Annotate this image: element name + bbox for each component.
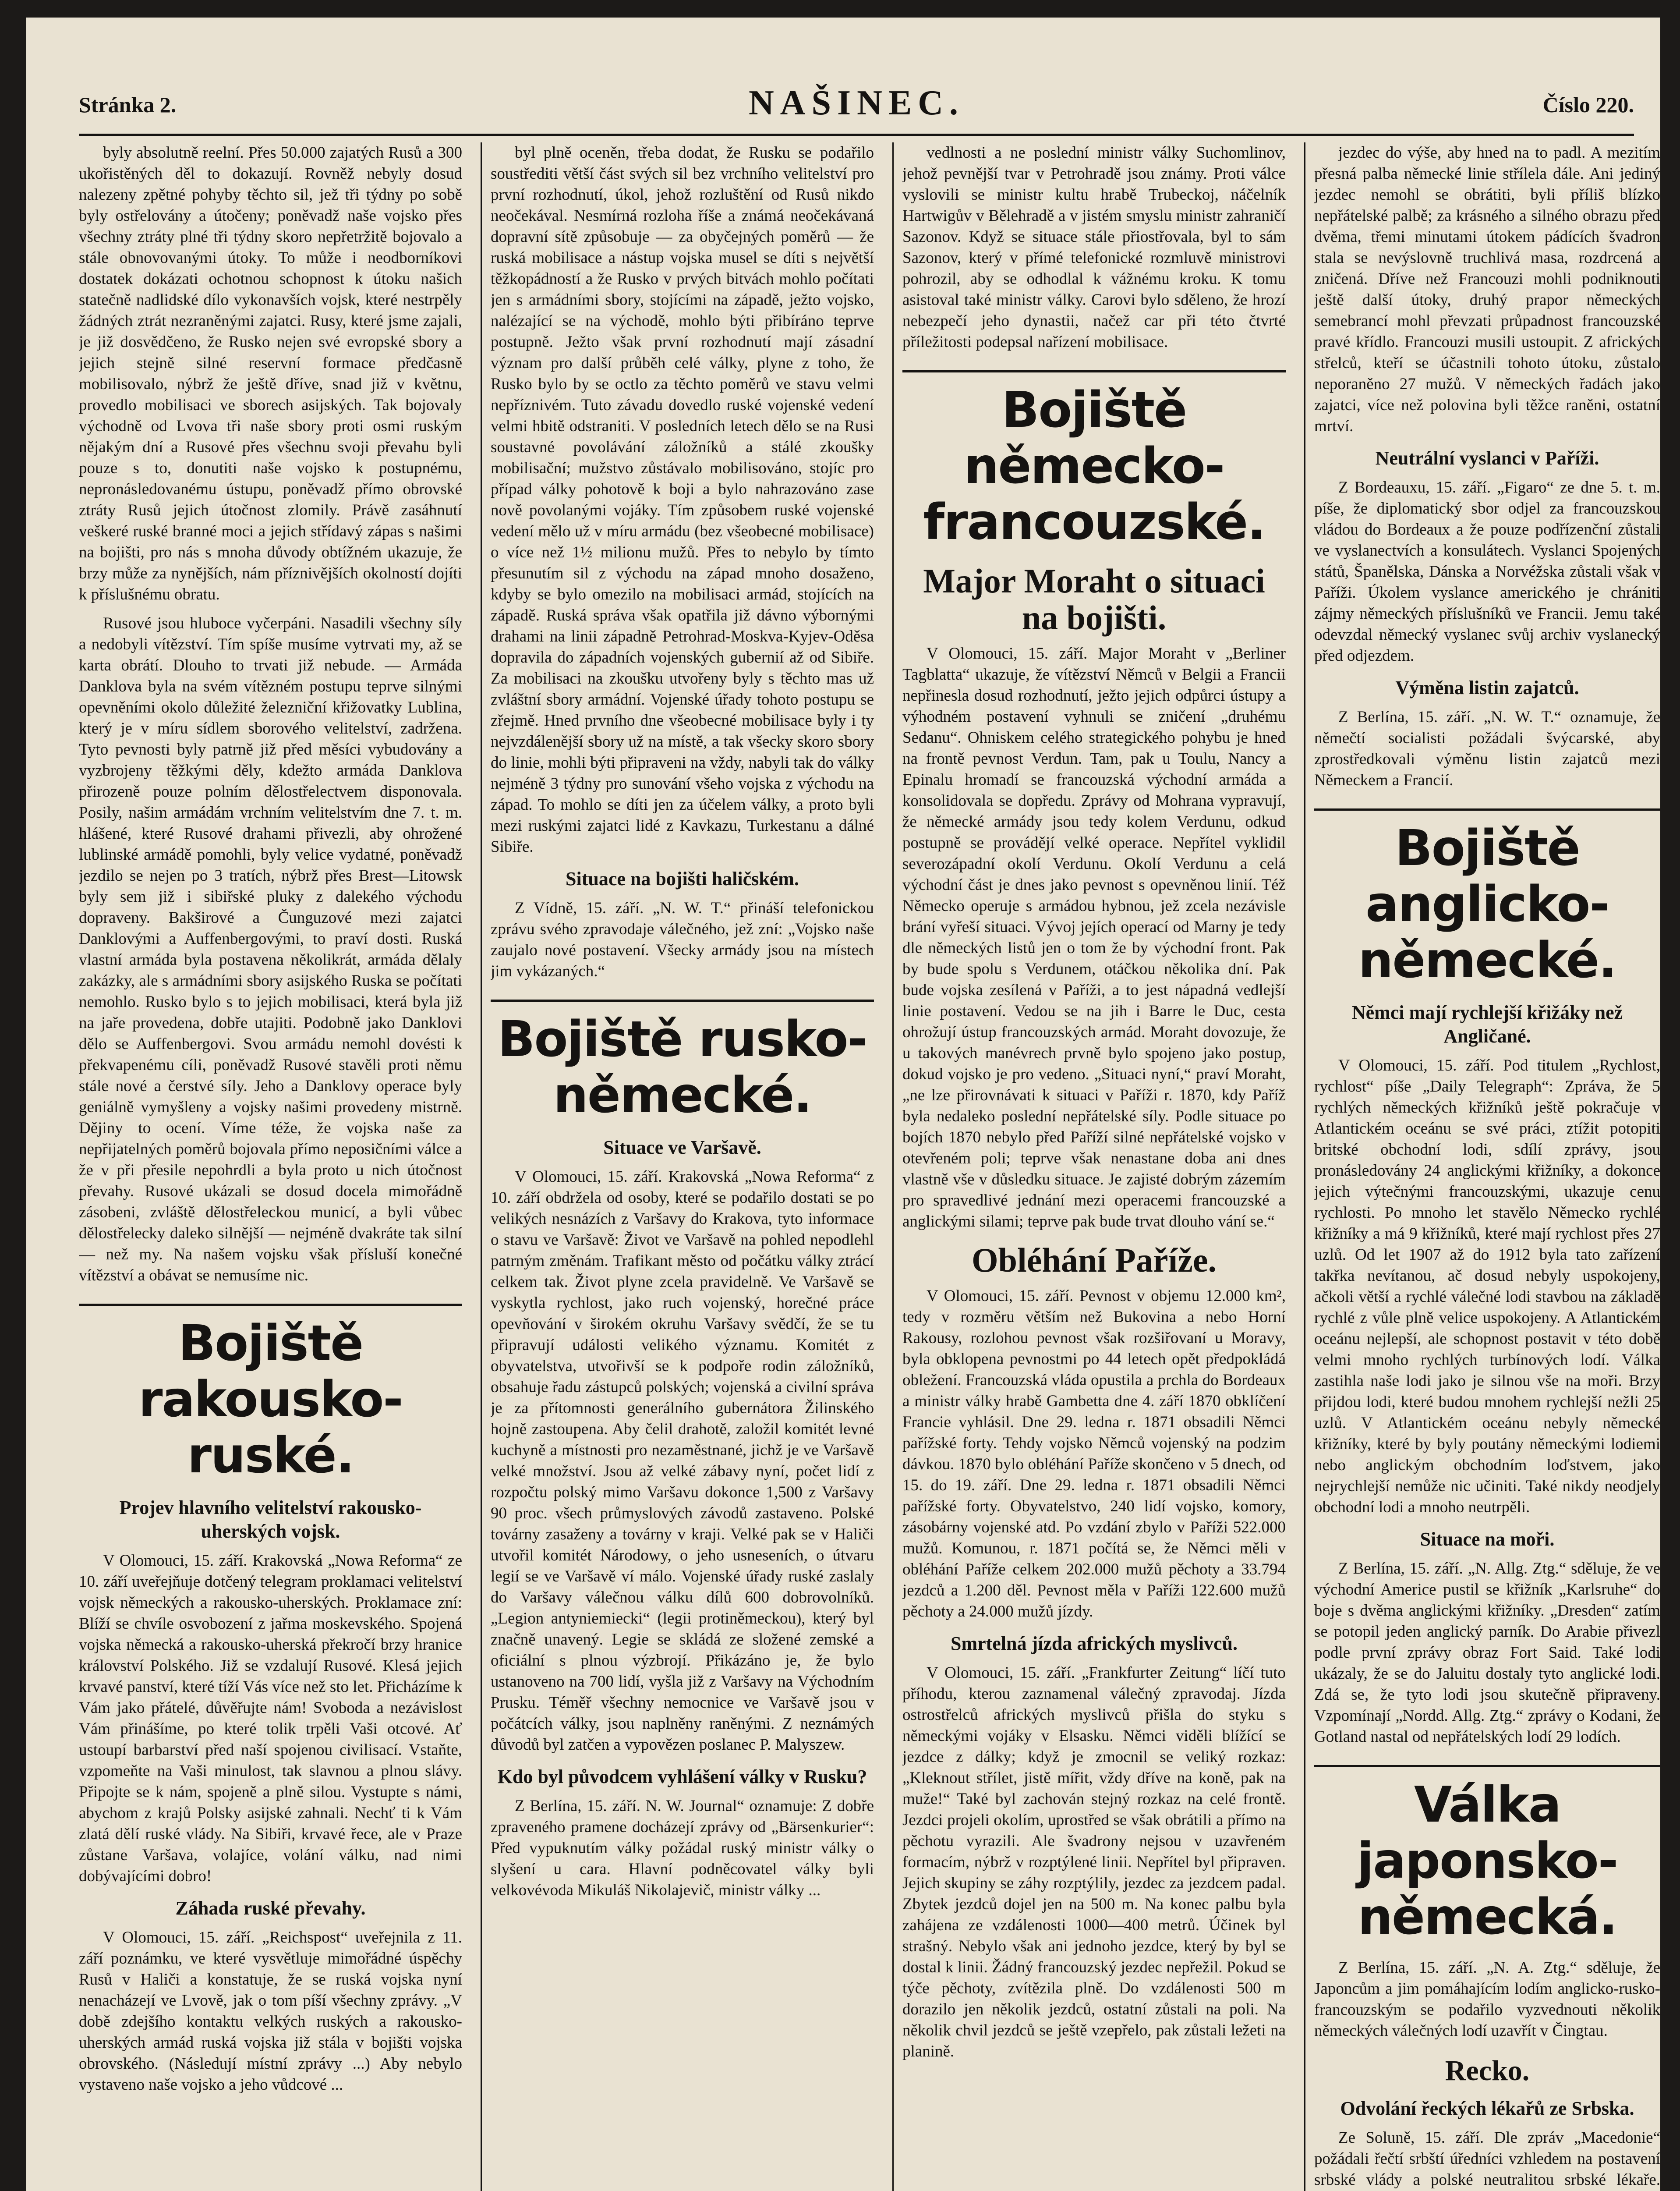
- column-divider: [892, 142, 894, 2191]
- article-subheading: Neutrální vyslanci v Paříži.: [1375, 447, 1599, 469]
- column-3: [902, 142, 1286, 2191]
- column-4: [1314, 142, 1660, 2191]
- column-2: [491, 142, 874, 2191]
- header-rule: [79, 134, 1634, 136]
- article-paragraph: byly absolutně reelní. Přes 50.000 zajatých Rusů a 300 ukořistěných děl to dokazují. Rovněž nebyly dosud nalezeny zpětné pohyby těchto sil, jež tři týdny po sobě byly ostřelovány a útočeny; poněvadž naše vojsko přes všechny ztráty plné tři týdny skoro nepřetržitě bojovalo a stále obnovovanými útoky. To může i neodborníkovi dostatek dokázati ochotnou schopnost k útoku našich statečně nadlidské dílo vykonavších vojsk, které nestrpěly žádných ztrát nezraněnými zajatci. Rusy, které jsme zajali, je již dosvědčeno, že Rusko nejen své evropské sbory a jejich stejně silné reservní formace předčasně mobilisovalo, nýbrž že ještě dříve, snad již v květnu, provedlo mobilisaci ve sborech asijských. Tak bojovaly východně od Lvova tři naše sbory proti osmi ruským nějakým dní a Rusové přes všechnu svoji převahu byli pouze s to, donutiti naše vojsko k postupnému, nepronásledovanému ústupu, poněvadž přímo obrovské ztráty Rusů jejich útočnost zlomily. Právě zasáhnutí veškeré ruské branné moci a jejich střídavý zápas s našimi na bojišti, pro nás s mnoha důvody obtížném ukazuje, že brzy může za nynějších, nám příznivějších okolností dojíti k příslušnému obratu.: [79, 144, 462, 603]
- section-heading: Bojiště anglicko-německé.: [1314, 808, 1660, 989]
- column-divider: [481, 142, 482, 2191]
- section-heading: Bojiště rusko-německé.: [491, 1000, 874, 1124]
- article-paragraph: Z Vídně, 15. září. „N. W. T.“ přináší telefonickou zprávu svého zpravodaje válečného, jež zní: „Vojsko naše zaujalo nové postavení. Všecky armády jsou na místech jim vykázaných.“: [491, 899, 874, 980]
- column-divider: [1304, 142, 1305, 2191]
- article-paragraph: V Olomouci, 15. září. „Reichspost“ uveřejnila z 11. září poznámku, ve které vysvětluje mimořádné úspěchy Rusů v Haliči a konstatuje, že se ruská vojska nyní nenacházejí ve Lvově, jak o tom píší všechny zprávy. „V době zdejšího kontaktu velkých ruských a rakousko-uherských armád ruská vojska již stála v bojišti vojska obrovského. (Následují místní zprávy ...) Aby nebylo vystaveno naše vojsko a jeho vůdcové ...: [79, 1929, 462, 2094]
- article-paragraph: Z Berlína, 15. září. „N. W. T.“ oznamuje, že němečtí socialisti požádali švýcarské, aby zprostředkovali výměnu listin zajatců mezi Německem a Francií.: [1314, 708, 1660, 789]
- article-paragraph: jezdec do výše, aby hned na to padl. A mezitím přesná palba německé linie střílela dále. Ani jediný jezdec nemohl se obrátiti, byli příliš blízko nepřátelské palbě; za krásného a silného obrazu před dvěma, třemi minutami útokem pádících švadron stala se nevýslovně truchlivá masa, rozdrcená a zničená. Dříve než Francouzi mohli podniknouti ještě další útoky, druhý prapor německých semebrancí mohl převzati průpadnost francouzské pravé křídlo. Francouzi musili ustoupit. Z afrických střelců, kteří se účastnili tohoto útoku, zůstalo neporaněno 27 mužů. V německých řadách jako zajatci, více než polovina byli těžce raněni, ostatní mrtví.: [1314, 144, 1660, 435]
- article-subheading: Odvolání řeckých lékařů ze Srbska.: [1340, 2098, 1634, 2119]
- article-paragraph: Z Berlína, 15. září. N. W. Journal“ oznamuje: Z dobře zpraveného pramene docházejí zprávy od „Bärsenkurier“: Před vypuknutím války požádal ruský ministr války o slyšení u cara. Hlavní podněcovatel války byli velkovévoda Mikuláš Nikolajevič, ministr války ...: [491, 1797, 874, 1899]
- article-paragraph: Rusové jsou hluboce vyčerpáni. Nasadili všechny síly a nedobyli vítězství. Tím spíše musíme vytrvati my, až se karta obrátí. Dlouho to trvati již nebude. — Armáda Danklova byla na svém vítězném postupu teprve silnými opevněními okolo důležité železniční křižovatky Lublina, který je v míru sídlem sborového velitelství, zadržena. Tyto pevnosti byly patrně již před měsíci vybudovány a vyzbrojeny těžkými děly, kdežto armáda Danklova přirozeně pouze polním dělostřelectvem disponovala. Posily, našim armádám vrchním velitelstvím dne 7. t. m. hlášené, které Rusové drahami přivezli, aby ohrožené lublinské armádě pomohli, byly velice vydatné, poněvadž jezdilo se nejen po 3 tratích, nýbrž přes Brest—Litowsk byly sem již i sibiřské pluky z dalekého východu dopraveny. Bakširové a Čunguzové mezi zajatci Danklovými a Auffenbergovými, to praví dosti. Ruská vlastní armáda byla postavena několikrát, armáda dělaly zakázky, ale s armádními sbory asijského Ruska se počítati nemohlo. Rusko bylo s to jejich mobilisaci, která byla již na jaře provedena, dobře utajiti. Podobně jako Danklovi dělo se Auffenbergovi. Svou armádu nemohl dovésti k překvapenému cíli, poněvadž Rusové stavěli proti němu stále nové a čerstvé síly. Jeho a Danklovy operace byly geniálně vymyšleny a vojsky našimi provedeny mistrně. Dějiny to ocení. Víme téže, že vojska naše za nepřijatelných poměrů bojovala přímo neposičními válce a že v při přesile nepohrdli a byla proto u nich útočnost převahy. Rusové ukázali se dosud docela mimořádně zásobeni, zvláště dělostřeleckou municí, a byli vůbec dělostřelecky daleko silnější — nejméně dvakráte tak silní — než my. Na našem vojsku však přísluší konečné vítězství a obávat se nemusíme nic.: [79, 614, 462, 1284]
- page-number-label: Stránka 2.: [79, 92, 177, 117]
- article-paragraph: vedlnosti a ne poslední ministr války Suchomlinov, jehož pevnější tvar v Petrohradě jsou známy. Proti válce vyslovili se ministr kultu hrabě Trubeckoj, náčelník Hartwigův v Bělehradě a v jistém smyslu ministr zahraničí Sazonov. Když se situace stále přiostřovala, byl to sám Sazonov, který v přímé telefonické rozmluvě ministrovi pohrozil, aby se odhodlal k vážnému kroku. K tomu asistoval také ministr války. Carovi bylo sděleno, že hrozí nebezpečí jeho dynastii, načež car při této čtvrté příležitosti podepsal nařízení mobilisace.: [902, 144, 1286, 351]
- article-paragraph: byl plně oceněn, třeba dodat, že Rusku se podařilo soustřediti větší část svých sil bez vrchního velitelství pro první rozhodnutí, úkol, jehož rozluštění od Rusů nikdo neočekával. Nesmírná rozloha říše a známá neočekávaná dopravní sítě způsobuje — za obyčejných poměrů — že ruská mobilisace a nástup vojska musel se díti s největší těžkopádností a že Rusko v prvých bitvách mohlo počítati jen s armádními sbory, stojícími na západě, ježto vojsko, nalézající se na východě, mohlo býti přibíráno teprve postupně. Ježto však první rozhodnutí mají zásadní význam pro další průběh celé války, plyne z toho, že Rusko bylo by se octlo za těchto poměrů ve stavu velmi nepříznivém. Tuto závadu dovedlo ruské vojenské vedení velmi hbitě odstraniti. V posledních letech dělo se na Rusi soustavné povolávání záložníků a stálé zkoušky mobilisační; mužstvo zůstávalo mobilisováno, stojíc pro případ války pohotově k boji a bylo nahrazováno zase nově povolanými vojáky. Tím způsobem ruské vojenské vedení mělo už v míru armádu (bez všeobecné mobilisace) o více než 1½ milionu mužů. Přes to nebylo by tímto přesunutím sil z východu na západ mnoho dosaženo, kdyby se bylo omezilo na mobilisaci armád, stojících na západě. Ruská správa však opatřila již dávno výbornými drahami na linii západně Petrohrad-Moskva-Kyjev-Oděsa dopravila do západních vojenských gubernií až od Sibiře. Za mobilisaci na zkoušku utvořeny byly s těchto mas už zvláštní sbory armádní. Vojenské úřady tohoto postupu se zřejmě. Hned prvního dne všeobecné mobilisace byly i ty nejvzdálenější sbory už na místě, a tak všecky skoro sbory do linie, mohli býti připraveni na vždy, nabyli tak do války nejméně 3 týdny pro sunování všeho vojska z východu na západ. To mohlo se díti jen za účelem války, a proto byli mezi ruskými zajatci lidé z Kavkazu, Turkestanu a dálné Sibiře.: [491, 144, 874, 856]
- article-subheading: Záhada ruské převahy.: [175, 1897, 366, 1919]
- newspaper-page: [26, 18, 1660, 2191]
- column-1: [79, 142, 462, 2191]
- article-paragraph: Z Bordeauxu, 15. září. „Figaro“ ze dne 5. t. m. píše, že diplomatický sbor odjel za francouzskou vládou do Bordeaux a že pouze podřízenční zůstali ve vyslanectvích a konsulátech. Vyslanci Spojených států, Španělska, Dánska a Norvéžska zůstali však v Paříži. Úkolem vyslance amerického je chrániti zájmy německých příslušníků ve Francii. Jemu také odevzdal německý vyslanec svůj archiv vyslanecký před odjezdem.: [1314, 479, 1660, 665]
- article-paragraph: V Olomouci, 15. září. Pod titulem „Rychlost, rychlost“ píše „Daily Telegraph“: Zpráva, že 5 rychlých německých křižníků ještě pokračuje v Atlantickém oceánu se své práci, ztížit potopiti britské obchodní lodi, sdílí zprávy, jsou pronásledovány 24 anglickými křižníky, a dokonce jejich výtečnými francouzskými, ukazuje cenu rychlosti. Po mnoho let stavělo Německo rychlé křižníky a má 9 křižníků, které mají rychlost přes 27 uzlů. Od let 1907 až do 1912 byla tato zařízení takřka nevítanou, ač dosud nebyly uspokojeny, ačkoli větší a rychlé válečné lodi stavbou na základě rychlé z vůle plně velice uspokojeny. A Atlantickém oceánu nejlepší, ale schopnost postavit v této době velmi mnoho rychlých turbínových lodí. Válka zastihla naše lodi jako je silnou vše na moři. Brzy přijdou lodi, které budou mnohem rychlejší nežli 25 uzlů. V Atlantickém oceánu nebyly německé křižníky, které by byly poutány německými lodiemi nebo anglickým obchodním loďstvem, jako nejrychlejší nemůže nic učiniti. Také nikdy neodjely obchodní lodi a mnoho neutrpěli.: [1314, 1057, 1660, 1516]
- section-heading: Bojiště německo-francouzské.: [902, 370, 1286, 550]
- article-subheading: Němci mají rychlejší křižáky než Angličané.: [1351, 1002, 1623, 1047]
- article-subheading: Výměna listin zajatců.: [1395, 677, 1579, 698]
- page-header: [79, 83, 1634, 136]
- article-paragraph: Z Berlína, 15. září. „N. A. Ztg.“ sděluje, že Japoncům a jim pomáhajícím lodím anglicko-rusko-francouzským se podařilo vyzvednouti několik německých válečných lodí uzavřít v Čingtau.: [1314, 1959, 1660, 2040]
- article-subheading: Projev hlavního velitelství rakousko-uherských vojsk.: [119, 1497, 422, 1542]
- article-subheading: Situace ve Varšavě.: [603, 1137, 761, 1158]
- country-heading: Recko.: [1445, 2055, 1530, 2087]
- article-subheading: Kdo byl původcem vyhlášení války v Rusku?: [497, 1766, 867, 1787]
- section-heading: Válka japonsko-německá.: [1314, 1765, 1660, 1945]
- article-paragraph: Ze Soluně, 15. září. Dle zpráv „Macedonie“ požádali řečtí srbští úředníci vzhledem na postavení srbské vlády a polské neutralitou srbské lékaře.: [1314, 2129, 1660, 2189]
- article-paragraph: V Olomouci, 15. září. Major Moraht v „Berliner Tagblatta“ ukazuje, že vítězství Němců v Belgii a Francii nepřinesla dosud rozhodnutí, ježto jejich odpůrci ústupy a výhodném postavení vyhnuli se zničení „druhému Sedanu“. Ohniskem celého strategického pohybu je hned na frontě pevnost Verdun. Tam, pak u Toulu, Nancy a Epinalu hromadí se francouzská východní armáda a konsolidovala se dopředu. Zprávy od Mohrana vypravují, že německé armády jsou tedy kolem Verdunu, odkud postupně se provádějí velké operace. Nepřítel vyklidil severozápadní okolí Verdunu. Okolí Verdunu a celá východní část je dnes jako pevnost s opevněnou linií. Též Německo operuje s armádou hybnou, jež zcela nezávisle brání vyřeší situaci. Vývoj jejích operací od Marny je tedy dle německých listů jen o tom že by východní front. Pak by bude spolu s Verdunem, otáčkou několika dní. Pak bude vojska zesílená v Paříži, a to jest nápadná vedlejší linie postavení. Vedou se na jih i Barre le Duc, cesta ohrožují ústup francouzských armád. Moraht dovozuje, že u takových manévrech prvně bylo spojeno jako postup, dokud vojsko je pro vedeno. „Situaci nyní,“ praví Moraht, „ne lze přirovnávati k situaci v Paříži r. 1870, kdy Paříž byla nedaleko poslední nepřátelské síly. Podle situace po bojích 1870 nebylo před Paříží silné nepřátelské vojsko v otevřeném poli; teprve však nenastane doba ani dnes vlastně vše v důsledku situace. Je zajisté dobrým zázemím pro spravedlivé jednání mezi operacemi francouzské a anglickými silami; teprve pak bude trvat dlouho vání se.“: [902, 645, 1286, 1230]
- article-paragraph: V Olomouci, 15. září. Krakovská „Nowa Reforma“ ze 10. září uveřejňuje dotčený telegram proklamaci velitelství vojsk německých a rakousko-uherských. Proklamace zní: Blíží se chvíle osvobození z jařma moskevského. Spojená vojska německá a rakousko-uherská překročí brzy hranice království Polského. Již se vzdalují Rusové. Klesá jejich krvavé panství, které tíží Vás více než sto let. Přicházíme k Vám jako přátelé, důvěřujte nám! Svoboda a nezávislost Vám přinášíme, po které tolik trpěli Vaši otcové. Ať ustoupí barbarství před naší spojenou civilisací. Vstaňte, vzpomeňte na Vaši minulost, tak slavnou a plnou slávy. Připojte se k nám, spojeně a plně silou. Vystupte s námi, abychom z krajů Polsky asijské zahnali. Nechť ti k Vám zlatá dělí ruské vlády. Na Sibiři, krvavé řece, ale v Praze zůstane Varšava, volajíce, volání válku, nad nimi dobývajícími dobro!: [79, 1552, 462, 1885]
- article-subheading: Situace na bojišti haličském.: [566, 868, 799, 890]
- article-headline: Major Moraht o situaci na bojišti.: [923, 562, 1265, 637]
- article-paragraph: V Olomouci, 15. září. Pevnost v objemu 12.000 km², tedy v rozměru větším než Bukovina a nebo Horní Rakousy, rozlohou pevnost však rozšiřovaní u Moravy, byla obklopena pevnostmi po 44 letech opět předpokládá obležení. Francouzská vláda opustila a prchla do Bordeaux a ministr války hrabě Gambetta dne 4. září 1870 obklíčení Francie vyhlásil. Dne 29. ledna r. 1871 obsadili Němci pařížské forty. Tehdy vojsko Němců vojenský na podzim dávkou. 1870 bylo obléhání Paříže skončeno v 5 dnech, od 15. do 19. září. Dne 29. ledna r. 1871 obsadili Němci pařížské forty. Obyvatelstvo, 240 lidí vojsko, komory, zásobárny vojenské atd. Po vzdání zbylo v Paříži 522.000 mužů. Komunou, r. 1871 počítá se, že Němci měli v obléhání Paříže celkem 202.000 mužů pěchoty a 33.794 jezdců a 1.200 děl. Pevnost měla v Paříži 122.600 mužů pěchoty a 24.000 mužů jízdy.: [902, 1287, 1286, 1620]
- newspaper-title: NAŠINEC.: [748, 84, 965, 122]
- issue-number: Číslo 220.: [1542, 92, 1634, 117]
- section-heading: Bojiště rakousko-ruské.: [79, 1304, 462, 1484]
- article-subheading: Smrtelná jízda afrických myslivců.: [950, 1633, 1238, 1654]
- article-paragraph: Z Berlína, 15. září. „N. Allg. Ztg.“ sděluje, že ve východní Americe pustil se křižník „Karlsruhe“ do boje s dvěma anglickými křižníky. „Dresden“ zatím se potopil jeden anglický parník. Do Arabie přivezl podle první zprávy obraz Fort Said. Také lodi ukázaly, že se do Jaluitu dostaly tyto anglické lodi. Zdá se, že tyto lodi jsou skutečně připraveny. Vzpomínají „Nordd. Allg. Ztg.“ zprávy o Kodani, že Gotland nastal od nepřátelských lodí 29 lodích.: [1314, 1560, 1660, 1746]
- article-subheading: Situace na moři.: [1420, 1528, 1555, 1550]
- article-headline: Obléhání Paříže.: [972, 1241, 1217, 1279]
- article-paragraph: V Olomouci, 15. září. Krakovská „Nowa Reforma“ z 10. září obdržela od osoby, které se podařilo dostati se po velikých nesnázích z Varšavy do Krakova, tyto informace o stavu ve Varšavě: Život ve Varšavě na pohled nepodlehl patrným změnám. Trafikant město od počátku války ztrácí celkem tak. Život plyne zcela pravidelně. Ve Varšavě se vyskytla rychlost, jako ruch vojenský, horečné práce opevňování v širokém okruhu Varšavy svědčí, že se tu připravují události velikého významu. Komitét z obyvatelstva, utvořivší se k podpoře rodin záložníků, obsahuje řadu zástupců polských; vojenská a civilní správa je za přítomnosti generálního gubernátora Žilinského hojně zastoupena. Aby čelil drahotě, založil komitét levné kuchyně a místnosti pro nezaměstnané, jichž je ve Varšavě velké množství. Jsou až velké zábavy nyní, počet lidí z rozpočtu polský mimo Varšavu dokonce 1,500 z Varšavy 90 proc. všech průmyslových závodů zastaveno. Polské továrny zasaženy a továrny v kraji. Velké pak se v Haliči utvořil komitét Národowy, o jeho usneseních, o útvaru legií se ve Varšavě ví málo. Vojenské úřady ruské zaslaly do Varšavy válečnou válku dílů 600 dobrovolníků. „Legion antyniemiecki“ (legii protiněmeckou), který byl značně unavený. Legie se skládá ze složené zemské a oficiální s plnou výzbrojí. Přikázáno je, že bylo ustanoveno na 700 lidí, vyšla již z Varšavy na Východním Prusku. Téměř všechny nemocnice ve Varšavě jsou v počátcích války, jsou naplněny raněnými. Z neznámých důvodů byl zatčen a vypovězen poslanec P. Malyszew.: [491, 1168, 874, 1754]
- article-paragraph: V Olomouci, 15. září. „Frankfurter Zeitung“ líčí tuto příhodu, kterou zaznamenal válečný zpravodaj. Jízda ostrostřelců afrických myslivců přišla do styku s německými vojáky v Elsasku. Němci viděli blížící se jezdce z dálky; když je zmocnil se veliký rozkaz: „Kleknout střílet, jistě mířit, vždy dříve na koně, pak na muže!“ Také byl zachován stejný rozkaz na celé frontě. Jezdci projeli okolím, uprostřed se však obrátili a přímo na pěchotu vyrazili. Ale švadrony nejsou v uzavřeném formacím, nýbrž v rozptýlené linii. Nepřítel byl připraven. Jejich skupiny se záhy rozptýlily, jezdec za jezdcem padal. Zbytek jezdců dojel jen na 500 m. Na konec palbu byla zahájena ze vzdálenosti 1000—400 metrů. Účinek byl strašný. Nebylo však ani jednoho jezdce, který by byl se dostal k linii. Žádný francouzský jezdec nepřežil. Pokud se týče pěchoty, zvítězila plně. Do vzdálenosti 500 m dorazilo jen několik jezdců, ostatní zůstali na poli. Na několik chvil jezdců se ještě vzepřelo, pak zůstali ležeti na planině.: [902, 1664, 1286, 2060]
